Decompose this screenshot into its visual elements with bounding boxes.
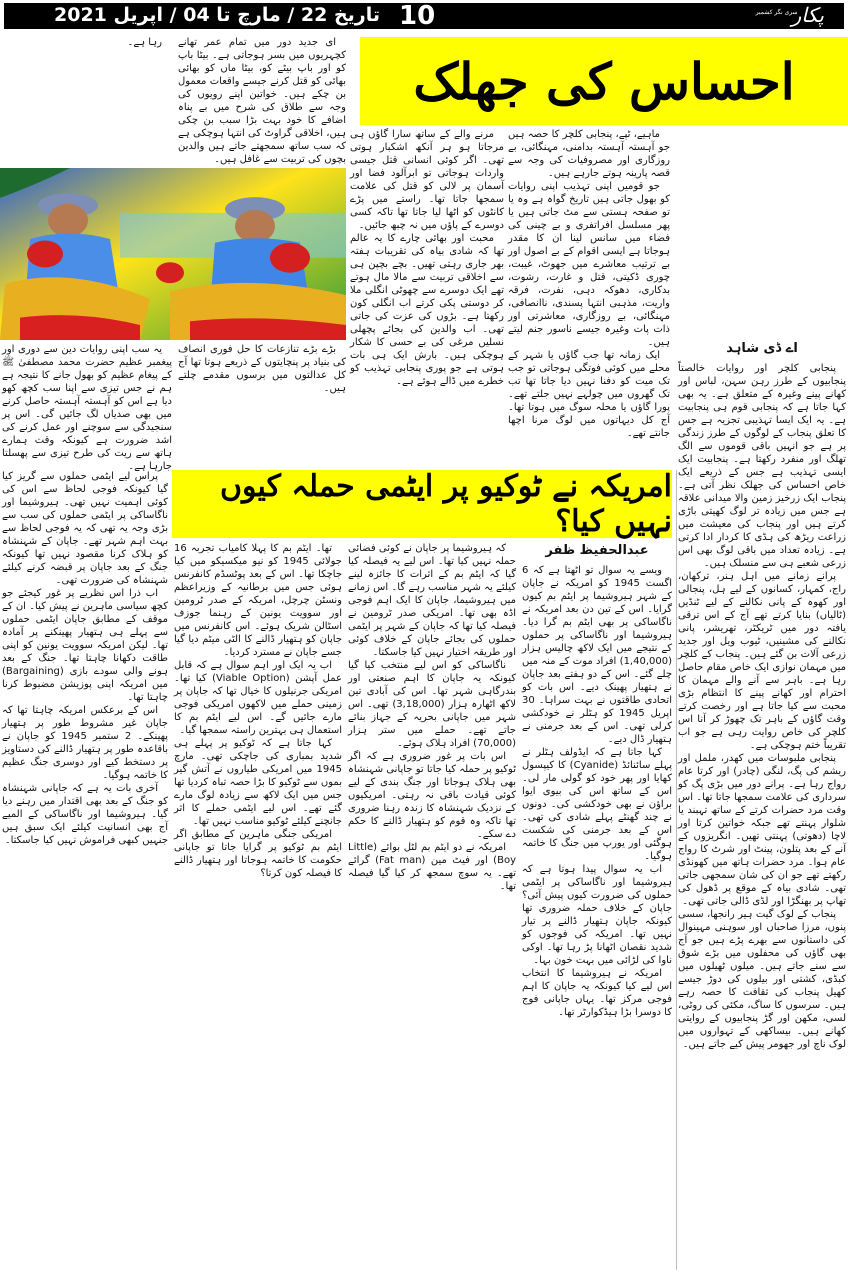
article1-column-right bbox=[678, 340, 846, 1051]
paragraph: اس بات پر غور ضروری ہے کہ اگر ٹوکیو پر حملہ کیا جاتا تو جاپانی شہنشاہ بھی ہلاک ہوجاتا اور جنگ بندی کے لیے کوئی قیادت باقی نہ رہتی۔ امریکیوں کے نزدیک شہنشاہ کا زندہ رہنا ضروری تھا تاکہ وہ قوم کو ہتھیار ڈالنے کا حکم دے سکے۔ bbox=[348, 751, 516, 840]
article2-column-2 bbox=[348, 542, 516, 893]
paragraph: پنجاب کے لوک گیت ہیر رانجھا، سسی پنوں، مرزا صاحباں اور سوہنی مہینوال کی داستانوں سے بھرے پڑے ہیں جو آج بھی گاؤں کی محفلوں میں بڑے شوق سے سنے جاتے ہیں۔ میلوں ٹھیلوں میں کبڈی، کشتی اور بیلوں کی دوڑ جیسے کھیل پنجاب کی ثقافت کا حصہ رہے ہیں۔ سرسوں کا ساگ، مکئی کی روٹی، لسی، مکھن اور گڑ پنجابیوں کے روایتی کھانے ہیں۔ بیساکھی کے تہواروں میں لوک ناچ اور جھومر پیش کیے جاتے ہیں۔ bbox=[678, 909, 846, 1050]
paragraph: پنجابی کلچر اور روایات خالصتاً پنجابیوں کے طرز رہن سہن، لباس اور کھانے پینے وغیرہ کے متعلق ہے۔ یہ بھی کہا جاتا ہے کہ پنجابی قوم ہی پنجابیت ہے۔ یہ ایک ایسا تہذیبی تجزیہ ہے جس کا تعلق پنجاب کے لوگوں کے طرز زندگی پر ہے جو انہیں باقی قوموں سے الگ تھلگ اور منفرد رکھتا ہے۔ پنجابیت ایک ایسی تہذیب ہے جس کے ذریعے ایک خاص احساس کی جھلک نظر آتی ہے۔ پنجاب ایک زرخیز زمین والا میدانی علاقہ ہے جس میں زیادہ تر لوگ کھیتی باڑی کرتے ہیں اور پنجاب کی معیشت میں زراعت ریڑھ کی ہڈی کا کردار ادا کرتی ہے۔ زیادہ تعداد میں باقی لوگ بھی اس زرعی شعبے ہی سے منسلک ہیں۔ bbox=[678, 363, 846, 569]
paragraph: پرانے زمانے میں اہل ہنر، ترکھان، راج، کمہار، کسانوں کے لیے ہل، پنجالی اور کھوہ کے پانی نکالنے کے لیے ٹنڈیں (ٹالیاں) بنایا کرتے تھے آج کے اس ترقی یافتہ دور میں ٹریکٹر، تھریشر، پانی نکالنے کی مشینیں، ٹیوب ویل اور جدید زرعی آلات بن گئے ہیں۔ پنجاب کے کلچر میں مہمان نوازی ایک خاص مقام حاصل رہا ہے۔ باہر سے آنے والے مہمان کا احترام اور کھانے پینے کا انتظام بڑی محبت سے کیا جاتا ہے اور رخصت کرتے وقت گاؤں کے باہر تک چھوڑ کر آنا اس کلچر کی خاص روایت رہی ہے جو اب تقریباً ختم ہوچکی ہے۔ bbox=[678, 571, 846, 751]
paragraph: امریکی جنگی ماہرین کے مطابق اگر ایٹم بم ٹوکیو پر گرایا جاتا تو جاپانی حکومت کا خاتمہ ہوجاتا اور ہتھیار ڈالنے کا فیصلہ کون کرتا؟ bbox=[174, 829, 342, 879]
logo-tagline: سری نگر کشمیر bbox=[755, 9, 798, 16]
paragraph: یہ سب اپنی روایات دین سے دوری اور پیغمبر عظیم حضرت محمد مصطفیٰ ﷺ کے پیغام عظیم کو بھول جانے کا نتیجہ ہے ہم نے جس تیزی سے اپنا سب کچھ کھو دیا ہے اس کو آہستہ آہستہ حاصل کرنے میں بھی صدیاں لگ جائیں گی۔ اس پر سنجیدگی سے سوچنے اور عمل کرنے کی اشد ضرورت ہے کیونکہ وقت ہمارے ہاتھ سے ریت کی طرح تیزی سے پھسلتا جارہا ہے۔ bbox=[2, 344, 172, 472]
article1-headline: احساس کی جھلک bbox=[360, 37, 848, 125]
paragraph: ناگاساکی کو اس لیے منتخب کیا گیا کیونکہ یہ جاپان کا اہم صنعتی اور بندرگاہی شہر تھا۔ اس کی آبادی تین لاکھ اٹھارہ ہزار (3,18,000) تھی۔ اس شہر میں جاپانی بحریہ کے جہاز بنائے جاتے تھے۔ حملے میں ستر ہزار (70,000) افراد ہلاک ہوئے۔ bbox=[348, 660, 516, 749]
column-divider bbox=[676, 470, 677, 1270]
masthead-bar bbox=[4, 3, 844, 29]
paragraph: اب یہ سوال پیدا ہوتا ہے کہ ہیروشیما اور ناگاساکی پر ایٹمی حملوں کی ضرورت کیوں پیش آئی؟ جاپان کے خلاف حملہ ضروری تھا کیونکہ جاپان ہتھیار ڈالنے پر تیار نہیں تھا۔ امریکہ کی فوجوں کو شدید نقصان اٹھانا پڑ رہا تھا۔ اوکی ناوا کی لڑائی میں بہت خون بہا۔ bbox=[522, 864, 672, 966]
paragraph: ای جدید دور میں تمام عمر تھانے کچہریوں میں بسر ہوجاتی ہے۔ بیٹا باپ کو اور باپ بیٹے کو، بیٹا ماں کو بھائی بھائی کو قتل کرنے جیسے واقعات معمول بن چکے ہیں۔ خواتین اپنے رویوں کی وجہ سے طلاق کی شرح میں بے پناہ اضافے کا خود بہت بڑا سبب بن چکی ہیں، اخلاقی گراوٹ کی انتہا ہوچکی ہے کہ سب ساتھ سمجھتے جاتے ہیں والدین بچوں کی تربیت سے غافل ہیں۔ bbox=[178, 37, 346, 165]
article1-column-d-bottom bbox=[2, 343, 172, 473]
paragraph: کہا جاتا ہے کہ ٹوکیو پر پہلے ہی شدید بمباری کی جاچکی تھی۔ مارچ 1945 میں امریکی طیاروں نے آتش گیر بموں سے ٹوکیو کا بڑا حصہ تباہ کردیا تھا جس میں ایک لاکھ سے زیادہ لوگ مارے گئے تھے۔ اس لیے ایٹمی حملے کا اثر جانچنے کیلئے ٹوکیو مناسب نہیں تھا۔ bbox=[174, 738, 342, 827]
paragraph: آخری بات یہ ہے کہ جاپانی شہنشاہ کو جنگ کے بعد بھی اقتدار میں رہنے دیا گیا۔ ہیروشیما اور ناگاساکی کے المیے آج بھی انسانیت کیلئے ایک سبق ہیں جنہیں کبھی فراموش نہیں کیا جاسکتا۔ bbox=[2, 783, 168, 846]
article2-headline: امریکہ نے ٹوکیو پر ایٹمی حملہ کیوں نہیں کیا؟ bbox=[172, 470, 672, 538]
article1-column-a bbox=[508, 128, 670, 440]
page-number: 10 bbox=[399, 1, 436, 31]
paragraph: ایک زمانہ تھا جب گاؤں یا شہر کے محلے میں کوئی فوتگی ہوجاتی تو جب تک میت کو دفنا نہیں دیا جاتا تھا تب تک گھروں میں چولہے نہیں جلتے تھے۔ پورا گاؤں یا محلہ سوگ میں ہوتا تھا۔ آج کل دیہاتوں میں لوگ مرنا اچھا جانتے تھے۔ bbox=[508, 350, 670, 439]
paragraph: تھا۔ ایٹم بم کا پہلا کامیاب تجربہ 16 جولائی 1945 کو نیو میکسیکو میں کیا جاچکا تھا۔ اس کے بعد پوٹسڈم کانفرنس ہوئی جس میں برطانیہ کے وزیراعظم ونسٹن چرچل، امریکہ کے صدر ٹرومین اور سوویت یونین کے رہنما جوزف اسٹالن شریک ہوئے۔ اس کانفرنس میں جاپان کو ہتھیار ڈالنے کا الٹی میٹم دیا گیا جسے جاپان نے مسترد کردیا۔ bbox=[174, 543, 342, 658]
paragraph: امریکہ نے دو ایٹم بم لٹل بوائے (Little Boy) اور فیٹ مین (Fat man) گرائے تھے۔ یہ سوچ سمجھ کر کیا گیا فیصلہ تھا۔ bbox=[348, 842, 516, 892]
paragraph: ماہیے، ٹپے، پنجابی کلچر کا حصہ ہیں جو آہستہ آہستہ بدامنی، مہنگائی، بے روزگاری اور مصروفیات کی وجہ سے قصہ پارینہ ہوتے جارہے ہیں۔ bbox=[508, 129, 670, 179]
paragraph: اس کے برعکس امریکہ چاہتا تھا کہ جاپان غیر مشروط طور پر ہتھیار پھینکے۔ 2 ستمبر 1945 کو جاپان نے باقاعدہ طور پر ہتھیار ڈالنے کی دستاویز پر دستخط کیے اور دوسری جنگ عظیم کا خاتمہ ہوگیا۔ bbox=[2, 705, 168, 781]
paragraph: مرنے والے کے ساتھ سارا گاؤں ہی مرجاتا ہو ہر آنکھ اشکبار ہوتی تھی۔ اگر کوئی انسانی قتل جیسی واردات ہوجاتی تو ابرآلود فضا اور آسمان پر لالی کو قتل کی علامت سمجھا جاتا تھا۔ راستے میں پڑے کانٹوں کو اٹھا لیا جاتا تھا تاکہ کسی دوسرے کے پاؤں میں نہ چبھ جائیں۔ bbox=[350, 129, 504, 231]
article1-column-d-top bbox=[2, 36, 172, 49]
paragraph: پراس لیے ایٹمی حملوں سے گریز کیا گیا کیونکہ فوجی لحاظ سے اس کی کوئی اہمیت نہیں تھی۔ ہیروشیما اور ناگاساکی پر ایٹمی حملوں کی سب سے بڑی وجہ یہ تھی کہ یہ فوجی لحاظ سے بہت اہم شہر تھے۔ جاپان کے شہنشاہ کو ہلاک کرنا مقصود نہیں تھا کیونکہ جنگ کے بعد جاپان پر قبضہ کرنے کیلئے شہنشاہ کی ضرورت تھی۔ bbox=[2, 471, 168, 586]
paragraph: ویسے یہ سوال تو اٹھتا ہے کہ 6 اگست 1945 کو امریکہ نے جاپان کے شہر ہیروشیما پر ایٹم بم کیوں گرایا۔ اس کے تین دن بعد امریکہ نے ناگاساکی پر بھی ایٹم بم گرا دیا۔ ہیروشیما اور ناگاساکی پر حملوں کے نتیجے میں ایک لاکھ چالیس ہزار (1,40,000) افراد موت کے منہ میں چلے گئے۔ اس کے دو ہفتے بعد جاپان نے ہتھیار پھینک دیے۔ اس بات کو اتحادی طاقتوں نے بہت سراہا۔ 30 اپریل 1945 کو ہٹلر نے خودکشی کرلی تھی۔ اس کے بعد جرمنی نے ہتھیار ڈال دیے۔ bbox=[522, 565, 672, 745]
article1-byline: اے ڈی شاہد bbox=[726, 341, 798, 356]
newspaper-logo bbox=[755, 3, 824, 27]
paragraph: محبت اور بھائی چارے کا یہ عالم تھا کہ شادی بیاہ کی تقریبات ہفتہ بھر جاری رہتی تھیں۔ بچے بچپن ہی سے اخلاقی تربیت سے مالا مال ہوتے تھے ایک دوسرے سے چھوٹی انگلی ملا کر دوستی پکی کرتے اب انگلی کون رکھتا ہے۔ بڑوں کی عزت کی جاتی تھی۔ اب والدین کی بجائے پچھلی نسلیں مرغی کی بے حسی کا شکار ہوچکی ہیں۔ بارش ایک ہی بات ہوتی ہے جو پوری پنجابی تہذیب کو خطرے میں ڈالے ہوئے ہے۔ bbox=[350, 233, 504, 387]
paragraph: کہ ہیروشیما پر جاپان نے کوئی فضائی حملہ نہیں کیا تھا۔ اس لیے یہ فیصلہ کیا گیا کہ ایٹم بم کے اثرات کا جائزہ لینے کیلئے یہ شہر مناسب رہے گا۔ اس زمانے میں ہیروشیما، جاپان کا ایک اہم فوجی اڈہ بھی تھا۔ امریکی صدر ٹرومین نے فیصلہ کیا تھا کہ جاپان کے شہر پر ایٹمی حملوں کی بجائے جاپان کے خلاف کوئی اور طریقہ اختیار نہیں کیا جاسکتا۔ bbox=[348, 543, 516, 658]
paragraph: امریکہ نے ہیروشیما کا انتخاب اس لیے کیا کیونکہ یہ جاپان کا اہم فوجی مرکز تھا۔ یہاں جاپانی فوج کا دوسرا بڑا ہیڈکوارٹر تھا۔ bbox=[522, 968, 672, 1018]
paragraph: اب ذرا اس نظریے پر غور کیجئے جو کچھ سیاسی ماہرین نے پیش کیا۔ ان کے موقف کے مطابق جاپان ایٹمی حملوں سے پہلے ہی ہتھیار پھینکنے پر آمادہ تھا۔ لیکن امریکہ سوویت یونین کو اپنی طاقت دکھانا چاہتا تھا۔ جنگ کے بعد ہونے والی سودے بازی (Bargaining) میں امریکہ اپنی پوزیشن مضبوط کرنا چاہتا تھا۔ bbox=[2, 588, 168, 703]
article1-column-b bbox=[350, 128, 504, 388]
article1-column-c-bottom bbox=[178, 343, 346, 395]
logo-text: پکار bbox=[791, 3, 824, 27]
issue-date: تاریخ 22 / مارچ تا 04 / اپریل 2021 bbox=[54, 4, 380, 26]
punjabi-dancers-photo bbox=[0, 168, 346, 340]
paragraph: پنجابی ملبوسات میں کھدر، ململ اور ریشم کی پگ، لنگی (چادر) اور کرتا عام رواج رہا ہے۔ پرانے دور میں بڑی پگ کو سرداری کی علامت سمجھا جاتا تھا۔ اس وقت مرد حضرات کرتے کے ساتھ تہبند یا شلوار پہنتے تھے جبکہ خواتین کرتا اور لاچا (دھوتی) پہنتی تھیں۔ انگریزوں کے آنے کے بعد پتلون، پینٹ اور شرٹ کا رواج عام ہوا۔ مرد حضرات ہاتھ میں کھونڈی رکھتے تھے جو ان کی شان سمجھی جاتی تھی۔ شادی بیاہ کے موقع پر ڈھول کی تھاپ پر بھنگڑا اور لڈی ڈالی جاتی تھی۔ bbox=[678, 753, 846, 907]
article2-column-4 bbox=[2, 470, 168, 847]
paragraph: جو قومیں اپنی تہذیب اپنی روایات کو بھول جاتی ہیں تاریخ گواہ ہے وہ یا تو صفحہ ہستی سے مٹ جاتی ہیں یا پھر مسلسل افراتفری و بے چینی کی فضاء میں سانس لینا ان کا مقدر ہوجاتا ہے ایسی اقوام کے بے اصول اور بے ترتیب معاشرے میں جھوٹ، غیبت، چوری ڈکیتی، قتل و غارت، رشوت، بدکاری، دھوکہ دہی، نفرت، فرقہ واریت، مذہبی انتہا پسندی، ناانصافی، مہنگائی، بے روزگاری، معاشرتی اور ذات پات وغیرہ جیسے ناسور جنم لیتے ہیں۔ bbox=[508, 181, 670, 348]
article2-column-3 bbox=[174, 542, 342, 880]
article1-column-c-top bbox=[178, 36, 346, 166]
paragraph: رہا ہے۔ bbox=[127, 37, 162, 48]
paragraph: اب یہ ایک اور اہم سوال ہے کہ قابل عمل آپشن (Viable Option) کیا تھا۔ امریکی جرنیلوں کا خیال تھا کہ جاپان پر زمینی حملے میں لاکھوں امریکی فوجی مارے جائیں گے۔ اس لیے ایٹم بم کا استعمال ہی بہترین راستہ سمجھا گیا۔ bbox=[174, 660, 342, 736]
paragraph: بڑے بڑے تنازعات کا حل فوری انصاف کی بنیاد پر پنچایتوں کے ذریعے ہوتا تھا آج کل عدالتوں میں برسوں مقدمے چلتے ہیں۔ bbox=[178, 344, 346, 394]
article2-byline: عبدالحفیظ ظفر bbox=[545, 543, 649, 558]
paragraph: کہا جاتا ہے کہ ایڈولف ہٹلر نے پہلے سائنائڈ (Cyanide) کا کیپسول کھایا اور پھر خود کو گولی مار لی۔ اس کے ساتھ اس کی بیوی ایوا براؤن نے بھی خودکشی کی۔ دونوں نے چند گھنٹے پہلے شادی کی تھی۔ اس کے بعد جرمنی کی شکست ہوگئی اور یورپ میں جنگ کا خاتمہ ہوگیا۔ bbox=[522, 747, 672, 862]
article2-column-1 bbox=[522, 542, 672, 1019]
